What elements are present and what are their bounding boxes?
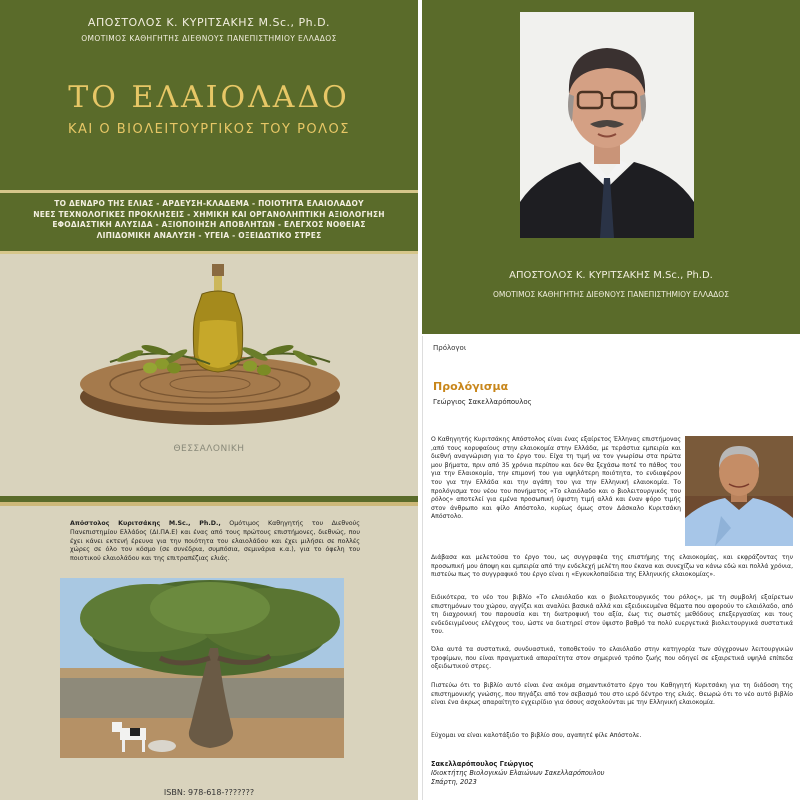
signature-place: Σπάρτη, 2023	[431, 778, 477, 786]
preface-paragraph	[431, 436, 681, 523]
preface-paragraph	[431, 732, 793, 742]
paragraph-3: Ειδικότερα, το νέο του βιβλίο «Το ελαιόλαδο και ο βιολειτουργικός του ρόλος», με τη συμβολή εξαίρετων επιστημόνων του χώρου, αγγίζει και αναλύει βασικά αλλά και εξειδικευμένα θέματα που αφορούν το ελαιόλαδο, από τη διαχρονική του παρουσία και τη διατροφική του αξία, έως τις σωστές μεθόδους επεξεργασίας και τους ενδεδειγμένους ελέγχους του, ώστε να διατηρεί στον ύψιστο βαθμό τα πολύ ευεργετικά βιολειτουργικά συστατικά του.	[431, 594, 793, 636]
cover-author-role: ΟΜΟΤΙΜΟΣ ΚΑΘΗΓΗΤΗΣ ΔΙΕΘΝΟΥΣ ΠΑΝΕΠΙΣΤΗΜΙΟΥ ΕΛΛΑΔΟΣ	[81, 34, 337, 43]
preface-author-photo	[685, 436, 793, 546]
paragraph-1: Ο Καθηγητής Κυριτσάκης Απόστολος είναι ένας εξαίρετος Έλληνας επιστήμονας ,από τους κορυφαίους στην ελαιοκομία στην Ελλάδα, με τεράστια εμπειρία και διεθνή αναγνώριση για το έργο του. Είχα τη τιμή να τον γνωρίσω στα πρώτα μου βήματα, πριν από 35 χρόνια περίπου και δεν θα ξεχάσω ποτέ το πάθος του για την Ελαιοκομία, την επιμονή του για υψηλότερη ποιότητα, το ενδιαφέρον του για την Ελλάδα και την αγάπη του για την Ελληνική ελαιοκομία. Το προλόγισμα του νέου του πονήματος «Το ελαιόλαδο και ο βιολειτουργικός του ρόλος» αποτελεί για εμένα προσωπική ύψιστη τιμή αλλά και έναν φόρο τιμής στον άνθρωπο και φίλο Απόστολο, κυρίως όμως στον Δάσκαλο Κυριτσάκη Απόστολο.	[431, 436, 681, 521]
topic-line: ΤΟ ΔΕΝΔΡΟ ΤΗΣ ΕΛΙΑΣ - ΑΡΔΕΥΣΗ-ΚΛΑΔΕΜΑ - ΠΟΙΟΤΗΤΑ ΕΛΑΙΟΛΑΔΟΥ	[54, 199, 364, 208]
photo-author-role: ΟΜΟΤΙΜΟΣ ΚΑΘΗΓΗΤΗΣ ΔΙΕΘΝΟΥΣ ΠΑΝΕΠΙΣΤΗΜΙΟΥ ΕΛΛΑΔΟΣ	[493, 290, 729, 299]
author-bio	[70, 520, 360, 564]
paragraph-5: Πιστεύω ότι το βιβλίο αυτό είναι ένα ακόμα σημαντικότατο έργο του Καθηγητή Κυριτσάκη για τη διάδοση της επιστημονικής γνώσης, που πηγάζει από τον σεβασμό του στο ιερό δέντρο της ελιάς. Θεωρώ ότι το νέο αυτό βιβλίο είναι ένα άκρως απαραίτητο εγχειρίδιο για όσους ασχολούνται με την Ελληνική ελαιοκομία.	[431, 682, 793, 707]
preface-paragraph	[431, 646, 793, 673]
cover-topics	[0, 190, 418, 254]
paragraph-2: Διάβασα και μελετούσα το έργο του, ως συγγραφέα της επιστήμης της ελαιοκομίας, και εκφράζοντας την προσωπική μου άποψη και εμπειρία από την ενδελεχή μελέτη που έκανα και συνεχίζω να κάνω εδώ και πολλά χρόνια, πιστεύω πως το συγγραφικό του έργο είναι η «Εγκυκλοπαίδεια της Ελληνικής ελαιοκομίας».	[431, 554, 793, 579]
author-portrait	[520, 12, 694, 238]
bio-text: Ομότιμος Καθηγητής του Διεθνούς Πανεπιστημίου Ελλάδος (ΔΙ.ΠΑ.Ε) και ένας από τους πρώτους επιστήμονες, διεθνώς, που έχει κάνει εκτενή έρευνα για την ποιότητα του ελαιολάδου και έχει μιλήσει σε πολλές χώρες σε όλο τον κόσμο (σε συνέδρια, συμπόσια, σεμινάρια κ.α.), για το όφελη του ποιοτικού ελαιολάδου και της επιτραπέζιας ελιάς.	[70, 520, 360, 563]
cover-author: ΑΠΟΣΤΟΛΟΣ Κ. ΚΥΡΙΤΣΑΚΗΣ M.Sc., Ph.D.	[87, 16, 331, 29]
paragraph-6: Εύχομαι να είναι καλοτάξιδο το βιβλίο σου, αγαπητέ φίλε Απόστολε.	[431, 732, 642, 739]
isbn: ISBN: 978-618-???????	[163, 788, 255, 797]
topic-line: ΝΕΕΣ ΤΕΧΝΟΛΟΓΙΚΕΣ ΠΡΟΚΛΗΣΕΙΣ - ΧΗΜΙΚΗ ΚΑΙ ΟΡΓΑΝΟΛΗΠΤΙΚΗ ΑΞΙΟΛΟΓΗΣΗ	[33, 209, 385, 219]
publication-city: ΘΕΣΣΑΛΟΝΙΚΗ	[173, 444, 245, 454]
author-photo-panel	[422, 0, 800, 334]
back-cover-body	[0, 502, 418, 800]
preface-signature	[431, 760, 605, 787]
preface-paragraph	[431, 554, 793, 581]
olive-tree-photo	[60, 578, 344, 758]
photo-author-name: ΑΠΟΣΤΟΛΟΣ Κ. ΚΥΡΙΤΣΑΚΗΣ M.Sc., Ph.D.	[509, 270, 713, 281]
book-front-cover	[0, 0, 418, 496]
bio-name: Απόστολος Κυριτσάκης M.Sc., Ph.D.,	[70, 520, 221, 527]
signature-role: Ιδιοκτήτης Βιολογικών Ελαιώνων Σακελλαρόπουλου	[431, 769, 605, 777]
preface-title: Προλόγισμα	[433, 380, 509, 393]
topic-line: ΕΦΟΔΙΑΣΤΙΚΗ ΑΛΥΣΙΔΑ - ΑΞΙΟΠΟΙΗΣΗ ΑΠΟΒΛΗΤΩΝ - ΕΛΕΓΧΟΣ ΝΟΘΕΙΑΣ	[52, 220, 366, 229]
paragraph-4: Όλα αυτά τα συστατικά, συνδυαστικά, τοποθετούν το ελαιόλαδο στην κατηγορία των σύγχρονων λειτουργικών τροφίμων, που είναι πραγματικά απαραίτητα στον σημερινό τρόπο ζωής που οδηγεί σε εξαιρετικά υψηλά επίπεδα οξειδωτικού στρες.	[431, 646, 793, 671]
topic-line: ΛΙΠΙΔΟΜΙΚΗ ΑΝΑΛΥΣΗ - ΥΓΕΙΑ - ΟΞΕΙΔΩΤΙΚΟ ΣΤΡΕΣ	[96, 230, 322, 240]
preface-page	[422, 336, 800, 800]
preface-author: Γεώργιος Σακελλαρόπουλος	[433, 398, 532, 406]
book-subtitle: ΚΑΙ Ο ΒΙΟΛΕΙΤΟΥΡΓΙΚΟΣ ΤΟΥ ΡΟΛΟΣ	[68, 122, 350, 137]
preface-paragraph	[431, 594, 793, 638]
book-title: ΤΟ ΕΛΑΙΟΛΑΔΟ	[68, 80, 350, 115]
preface-paragraph	[431, 682, 793, 709]
page-header: Πρόλογοι	[433, 344, 467, 352]
olive-oil-bottle-illustration	[70, 262, 350, 437]
book-back-cover	[0, 496, 418, 800]
signature-name: Σακελλαρόπουλος Γεώργιος	[431, 760, 534, 768]
